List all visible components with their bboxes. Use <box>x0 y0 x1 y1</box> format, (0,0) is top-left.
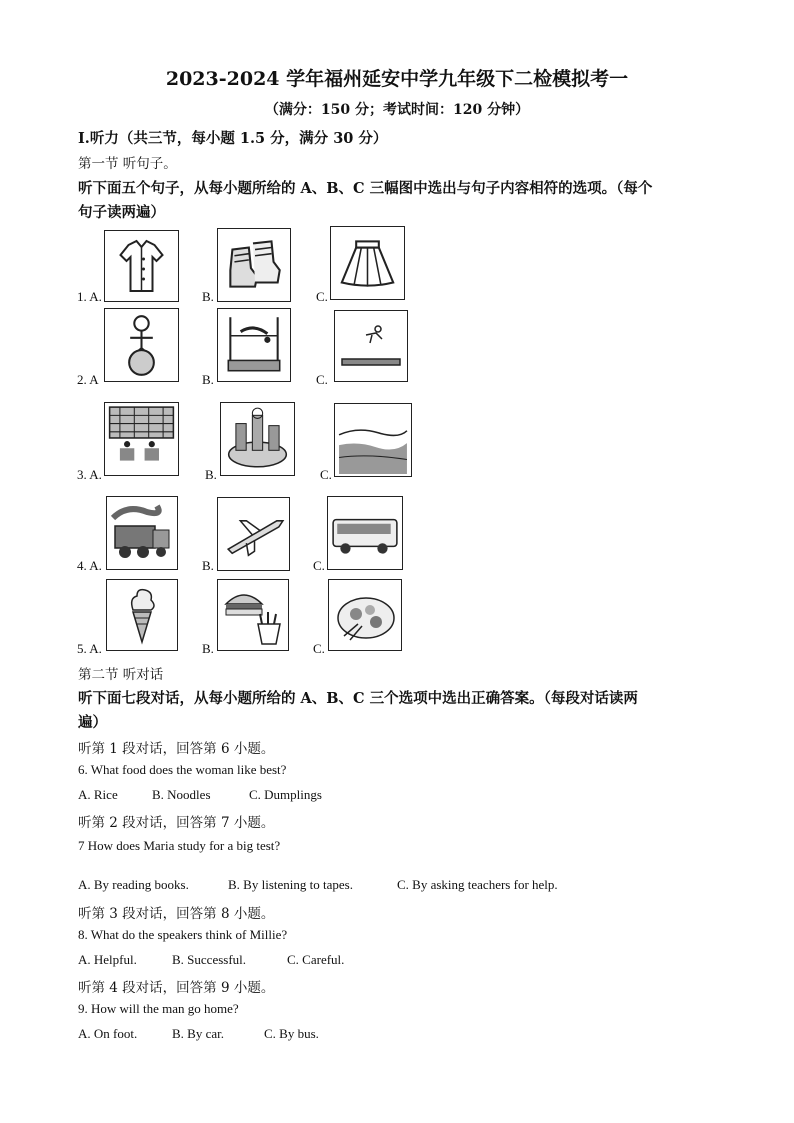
q2-label-c: C. <box>316 372 328 387</box>
baby-shoes-icon <box>217 228 291 302</box>
girl-on-ball-icon <box>104 308 179 382</box>
q5-label-c: C. <box>313 641 325 656</box>
question-8: 8. What do the speakers think of Millie? <box>78 927 288 942</box>
plane-icon <box>217 497 290 571</box>
q8-option-a: A. Helpful. <box>78 952 137 967</box>
q2-label-a: 2. A <box>77 372 99 387</box>
q1-label-a: 1. A. <box>77 289 102 304</box>
question-6: 6. What food does the woman like best? <box>78 762 287 777</box>
skirt-icon <box>330 226 405 300</box>
q4-label-b: B. <box>202 558 214 573</box>
amusement-park-icon <box>220 402 295 476</box>
q4-label-c: C. <box>313 558 325 573</box>
q8-option-c: C. Careful. <box>287 952 345 967</box>
part2-title: 第二节 听对话 <box>78 667 164 683</box>
part2-instruction-line1: 听下面七段对话，从每小题所给的 A、B、C 三个选项中选出正确答案。（每段对话读两 <box>78 690 638 707</box>
question-7: 7 How does Maria study for a big test? <box>78 838 281 853</box>
q1-label-c: C. <box>316 289 328 304</box>
q3-label-a: 3. A. <box>77 467 102 482</box>
long-jump-icon <box>334 310 408 382</box>
q5-label-a: 5. A. <box>77 641 102 656</box>
q7-option-a: A. By reading books. <box>78 877 189 892</box>
part1-instruction-line1: 听下面五个句子，从每小题所给的 A、B、C 三幅图中选出与句子内容相符的选项。（每个 <box>78 180 653 197</box>
hamburger-fries-icon <box>217 579 289 651</box>
dialogue-intro: 听第 2 段对话，回答第 7 小题。 <box>78 815 275 831</box>
question-9: 9. How will the man go home? <box>78 1001 239 1016</box>
dialogue-intro: 听第 1 段对话，回答第 6 小题。 <box>78 741 275 757</box>
q2-label-b: B. <box>202 372 214 387</box>
q7-option-c: C. By asking teachers for help. <box>397 877 558 892</box>
q8-option-b: B. Successful. <box>172 952 247 967</box>
q3-label-c: C. <box>320 467 332 482</box>
library-icon <box>104 402 179 476</box>
part1-instruction-line2: 句子读两遍） <box>78 204 165 221</box>
q9-option-c: C. By bus. <box>264 1026 319 1041</box>
section-heading: Ⅰ.听力（共三节，每小题 1.5 分，满分 30 分） <box>78 130 388 147</box>
part2-instruction-line2: 遍） <box>78 714 107 731</box>
page-title: 2023-2024 学年福州延安中学九年级下二检模拟考一 <box>165 68 629 90</box>
q5-label-b: B. <box>202 641 214 656</box>
dialogue-intro: 听第 4 段对话，回答第 9 小题。 <box>78 980 275 996</box>
q6-option-c: C. Dumplings <box>249 787 322 802</box>
q4-label-a: 4. A. <box>77 558 102 573</box>
q7-option-b: B. By listening to tapes. <box>228 877 353 892</box>
exam-info: （满分：150 分；考试时间：120 分钟） <box>264 102 530 118</box>
high-jump-icon <box>217 308 291 382</box>
train-icon <box>106 496 178 570</box>
part1-title: 第一节 听句子。 <box>78 156 177 172</box>
q9-option-a: A. On foot. <box>78 1026 138 1041</box>
beach-icon <box>334 403 412 477</box>
shirt-icon <box>104 230 179 302</box>
bus-icon <box>327 496 403 570</box>
q1-label-b: B. <box>202 289 214 304</box>
salad-plate-icon <box>328 579 402 651</box>
ice-cream-icon <box>106 579 178 651</box>
q3-label-b: B. <box>205 467 217 482</box>
q6-option-b: B. Noodles <box>152 787 211 802</box>
q6-option-a: A. Rice <box>78 787 118 802</box>
q9-option-b: B. By car. <box>172 1026 224 1041</box>
dialogue-intro: 听第 3 段对话，回答第 8 小题。 <box>78 906 275 922</box>
